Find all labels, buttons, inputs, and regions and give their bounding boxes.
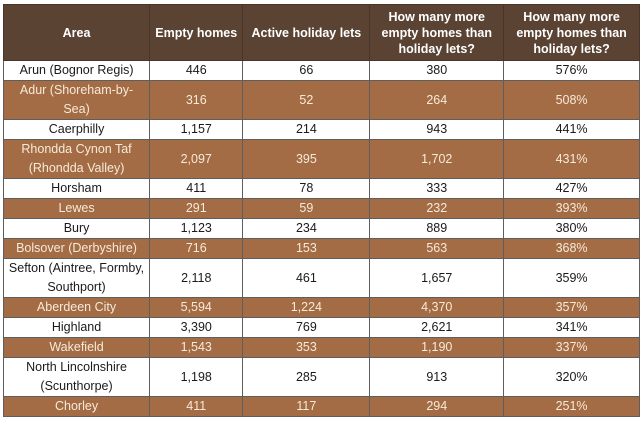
area-cell: Aberdeen City xyxy=(4,298,150,318)
percentage-cell: 380% xyxy=(504,219,640,239)
empty-homes-cell: 1,543 xyxy=(150,338,243,358)
holiday-lets-cell: 395 xyxy=(243,140,370,179)
percentage-cell: 357% xyxy=(504,298,640,318)
area-cell: Arun (Bognor Regis) xyxy=(4,61,150,81)
difference-cell: 333 xyxy=(370,179,504,199)
area-cell: Adur (Shoreham-by-Sea) xyxy=(4,81,150,120)
area-cell: Bury xyxy=(4,219,150,239)
table-row xyxy=(4,239,640,259)
difference-cell: 294 xyxy=(370,397,504,417)
area-cell: Lewes xyxy=(4,199,150,219)
table-row xyxy=(4,318,640,338)
header-active-holiday-lets: Active holiday lets xyxy=(243,5,370,61)
holiday-lets-cell: 117 xyxy=(243,397,370,417)
table-row xyxy=(4,338,640,358)
difference-cell: 1,657 xyxy=(370,259,504,298)
difference-cell: 943 xyxy=(370,120,504,140)
area-cell: Horsham xyxy=(4,179,150,199)
table-row xyxy=(4,81,640,120)
holiday-lets-cell: 52 xyxy=(243,81,370,120)
difference-cell: 563 xyxy=(370,239,504,259)
holiday-lets-cell: 1,224 xyxy=(243,298,370,318)
percentage-cell: 341% xyxy=(504,318,640,338)
area-cell: Caerphilly xyxy=(4,120,150,140)
area-cell: North Lincolnshire (Scunthorpe) xyxy=(4,358,150,397)
difference-cell: 1,702 xyxy=(370,140,504,179)
difference-cell: 889 xyxy=(370,219,504,239)
percentage-cell: 368% xyxy=(504,239,640,259)
empty-homes-cell: 2,118 xyxy=(150,259,243,298)
holiday-lets-cell: 461 xyxy=(243,259,370,298)
header-row xyxy=(4,5,640,61)
percentage-cell: 427% xyxy=(504,179,640,199)
percentage-cell: 393% xyxy=(504,199,640,219)
area-cell: Bolsover (Derbyshire) xyxy=(4,239,150,259)
difference-cell: 1,190 xyxy=(370,338,504,358)
area-cell: Rhondda Cynon Taf (Rhondda Valley) xyxy=(4,140,150,179)
header-difference: How many more empty homes than holiday lets? xyxy=(370,5,504,61)
table-row xyxy=(4,259,640,298)
holiday-lets-cell: 285 xyxy=(243,358,370,397)
percentage-cell: 431% xyxy=(504,140,640,179)
empty-homes-cell: 1,198 xyxy=(150,358,243,397)
header-percentage: How many more empty homes than holiday lets? xyxy=(504,5,640,61)
table-row xyxy=(4,199,640,219)
difference-cell: 2,621 xyxy=(370,318,504,338)
table-row xyxy=(4,179,640,199)
empty-homes-cell: 1,123 xyxy=(150,219,243,239)
table-row xyxy=(4,120,640,140)
empty-homes-cell: 316 xyxy=(150,81,243,120)
percentage-cell: 576% xyxy=(504,61,640,81)
area-cell: Sefton (Aintree, Formby, Southport) xyxy=(4,259,150,298)
holiday-lets-cell: 78 xyxy=(243,179,370,199)
empty-homes-cell: 411 xyxy=(150,397,243,417)
table-row xyxy=(4,140,640,179)
area-cell: Chorley xyxy=(4,397,150,417)
holiday-lets-cell: 234 xyxy=(243,219,370,239)
empty-homes-cell: 5,594 xyxy=(150,298,243,318)
holiday-lets-cell: 153 xyxy=(243,239,370,259)
empty-homes-cell: 446 xyxy=(150,61,243,81)
percentage-cell: 441% xyxy=(504,120,640,140)
empty-homes-cell: 411 xyxy=(150,179,243,199)
percentage-cell: 359% xyxy=(504,259,640,298)
difference-cell: 380 xyxy=(370,61,504,81)
empty-homes-cell: 716 xyxy=(150,239,243,259)
difference-cell: 232 xyxy=(370,199,504,219)
difference-cell: 4,370 xyxy=(370,298,504,318)
area-cell: Wakefield xyxy=(4,338,150,358)
empty-homes-cell: 291 xyxy=(150,199,243,219)
empty-homes-table xyxy=(3,4,640,417)
percentage-cell: 320% xyxy=(504,358,640,397)
holiday-lets-cell: 353 xyxy=(243,338,370,358)
holiday-lets-cell: 66 xyxy=(243,61,370,81)
percentage-cell: 337% xyxy=(504,338,640,358)
table-row xyxy=(4,61,640,81)
percentage-cell: 508% xyxy=(504,81,640,120)
percentage-cell: 251% xyxy=(504,397,640,417)
empty-homes-cell: 2,097 xyxy=(150,140,243,179)
empty-homes-cell: 3,390 xyxy=(150,318,243,338)
empty-homes-cell: 1,157 xyxy=(150,120,243,140)
difference-cell: 913 xyxy=(370,358,504,397)
area-cell: Highland xyxy=(4,318,150,338)
table-row xyxy=(4,397,640,417)
table-row xyxy=(4,358,640,397)
difference-cell: 264 xyxy=(370,81,504,120)
holiday-lets-cell: 769 xyxy=(243,318,370,338)
header-area: Area xyxy=(4,5,150,61)
table-row xyxy=(4,298,640,318)
holiday-lets-cell: 214 xyxy=(243,120,370,140)
holiday-lets-cell: 59 xyxy=(243,199,370,219)
header-empty-homes: Empty homes xyxy=(150,5,243,61)
table-row xyxy=(4,219,640,239)
